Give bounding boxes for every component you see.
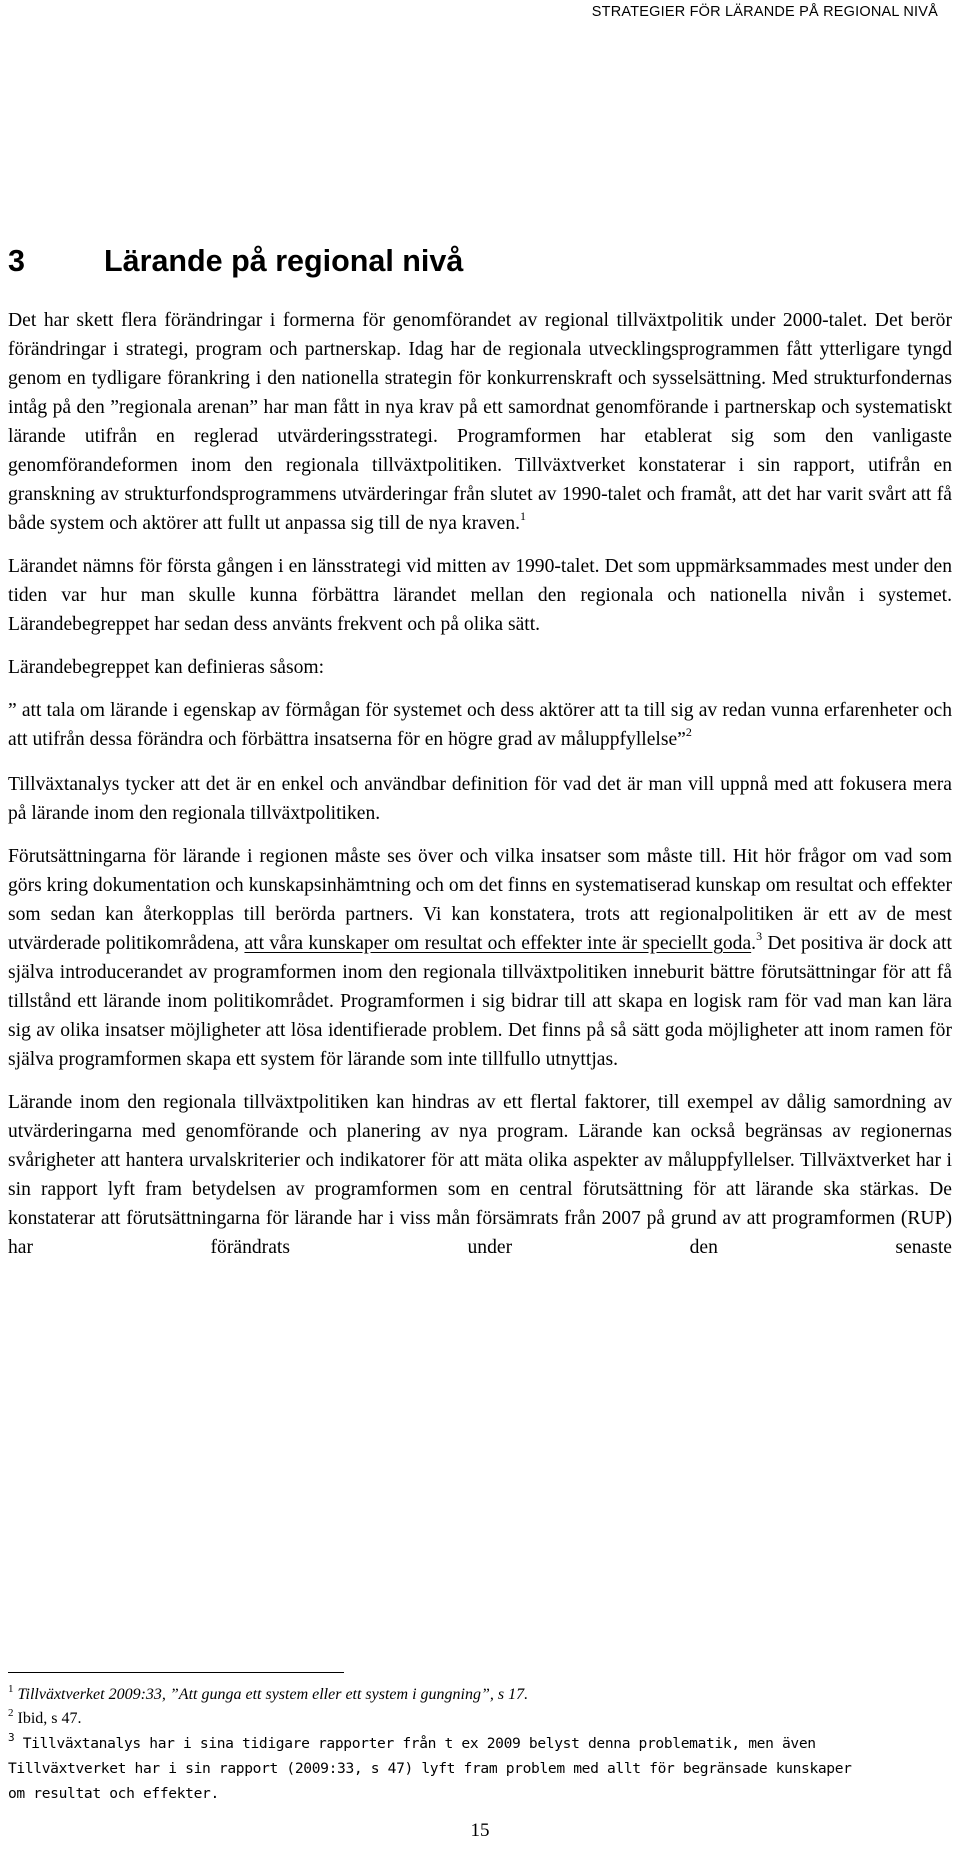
paragraph (8, 653, 952, 682)
paragraph (8, 552, 952, 639)
footnote-reference: 2 (685, 725, 692, 739)
footnote-reference: 1 (520, 509, 527, 523)
footnote-text: Tillväxtverket 2009:33, ”Att gunga ett system eller ett system i gungning”, s 17. (17, 1686, 529, 1703)
page-number: 15 (470, 1820, 490, 1841)
footnote-1 (8, 1683, 952, 1707)
footnote-text: Tillväxtanalys har i sina tidigare rapporter från t ex 2009 belyst denna problematik, men även (22, 1735, 816, 1752)
paragraph (8, 842, 952, 1074)
footnote-3-line-3: om resultat och effekter. (8, 1785, 219, 1802)
footnote-text: Ibid, s 47. (17, 1710, 82, 1727)
footnote-3-line-2: Tillväxtverket har i sin rapport (2009:33, s 47) lyft fram problem med allt för begränsade kunskaper (8, 1760, 852, 1777)
running-header: STRATEGIER FÖR LÄRANDE PÅ REGIONAL NIVÅ (591, 4, 938, 20)
paragraph (8, 1088, 952, 1262)
footnote-divider (8, 1672, 344, 1673)
paragraph-text: Det positiva är dock att själva introducerandet av programformen inom den regionala tillväxtpolitiken inneburit bättre förutsättningar för att få tillstånd ett lärande inom politikområdet. Programformen i sig bidrar till att skapa en logisk ram för vad man kan lära sig av olika insatser möjligheter att lösa identifierade problem. Det finns på så sätt goda möjligheter att inom ramen för själva programformen skapa ett system för lärande som inte tillfullo utnyttjas. (8, 933, 952, 1070)
definition-quote (8, 696, 952, 754)
paragraph (8, 770, 952, 828)
paragraph-text: Lärande inom den regionala tillväxtpolitiken kan hindras av ett flertal faktorer, till exempel av dålig samordning av utvärderingarna med genomförande och planering av nya program. Lärande kan också begränsas av regionernas svårigheter att hantera urvalskriterier och indikatorer för att mäta olika aspekter av måluppfyllelser. Tillväxtverket har i sin rapport lyft fram betydelsen av programformen som en central förutsättning för att lärande ska stärkas. De konstaterar att förutsättningarna för lärande har i viss mån försämrats från 2007 på grund av att programformen (RUP) har förändrats under den senaste (8, 1092, 952, 1258)
quote-text: ” att tala om lärande i egenskap av förmågan för systemet och dess aktörer att ta till sig av redan vunna erfarenheter och att utifrån dessa förändra och förbättra insatserna för en högre grad av måluppfyllelse” (8, 700, 952, 750)
chapter-number: 3 (8, 244, 25, 278)
paragraph-text: Det har skett flera förändringar i formerna för genomförandet av regional tillväxtpolitik under 2000-talet. Det berör förändringar i strategi, program och partnerskap. Idag har de regionala utvecklingsprogrammen fått ytterligare tyngd genom en tydligare förankring i den nationella strategin för konkurrenskraft och sysselsättning. Med strukturfondernas intåg på den ”regionala arenan” har man fått in nya krav på ett samordnat genomförande i partnerskap och systematiskt lärande utifrån en reglerad utvärderingsstrategi. Programformen har etablerat sig som den vanligaste genomförandeformen inom den regionala tillväxtpolitiken. Tillväxtverket konstaterar i sin rapport, utifrån en granskning av strukturfondsprogrammens utvärderingar från slutet av 1990-talet och framåt, att det har varit svårt att få både system och aktörer att fullt ut anpassa sig till de nya kraven. (8, 310, 952, 534)
paragraph (8, 306, 952, 538)
footnotes (8, 1683, 952, 1806)
paragraph-text: . (751, 933, 757, 954)
chapter-title: Lärande på regional nivå (104, 244, 464, 278)
paragraph-text: Lärandebegreppet kan definieras såsom: (8, 657, 325, 678)
footnote-number: 3 (8, 1731, 15, 1744)
chapter-heading (8, 244, 463, 279)
footnote-reference: 3 (756, 929, 763, 943)
paragraph-text: Förutsättningarna för lärande i regionen måste ses över och vilka insatser som måste till. Hit hör frågor om vad som görs kring dokumentation och kunskapsinhämtning och om det finns en systematiserad kunskap om resultat och effekter som sedan kan återkopplas till berörda partners. Vi kan konstatera, trots att regionalpolitiken är ett av de mest utvärderade politikområdena, (8, 846, 952, 954)
body-text (8, 306, 952, 1276)
footnote-number: 1 (8, 1683, 14, 1695)
paragraph-text: Tillväxtanalys tycker att det är en enkel och användbar definition för vad det är man vill uppnå med att fokusera mera på lärande inom den regionala tillväxtpolitiken. (8, 774, 952, 824)
underlined-statement: att våra kunskaper om resultat och effekter inte är speciellt goda (244, 933, 752, 954)
footnote-3 (8, 1731, 952, 1756)
paragraph-text: Lärandet nämns för första gången i en länsstrategi vid mitten av 1990-talet. Det som uppmärksammades mest under den tiden var hur man skulle kunna förbättra lärandet mellan den regionala och nationella nivån i systemet. Lärandebegreppet har sedan dess använts frekvent och på olika sätt. (8, 556, 952, 635)
footnote-number: 2 (8, 1707, 14, 1719)
footnote-2 (8, 1707, 952, 1731)
